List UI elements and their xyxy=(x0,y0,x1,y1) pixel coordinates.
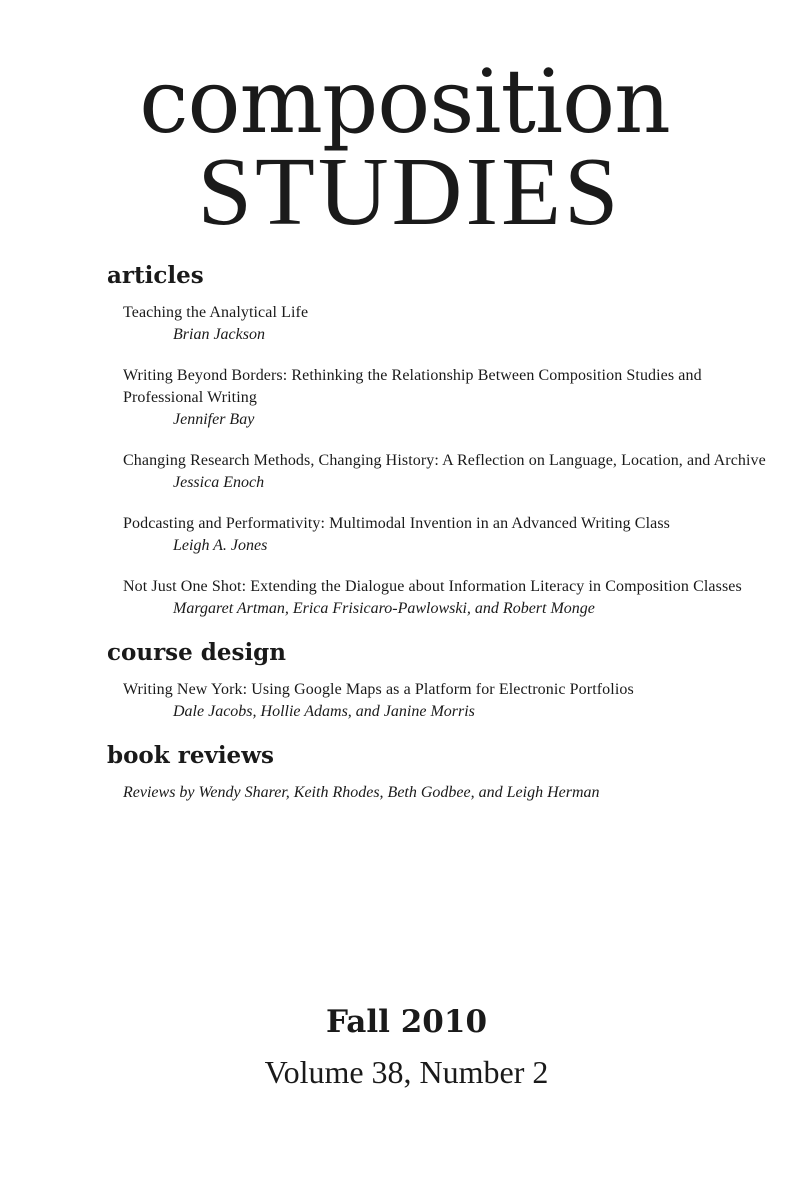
section-book-reviews xyxy=(107,742,767,804)
reviews-prefix: Reviews by xyxy=(123,784,195,801)
section-heading-book-reviews: book reviews xyxy=(107,742,274,769)
section-heading-articles: articles xyxy=(107,262,204,289)
article-title: Changing Research Methods, Changing History: A Reflection on Language, Location, and Archive xyxy=(123,452,766,469)
article-entry xyxy=(123,450,767,494)
article-author: Jennifer Bay xyxy=(173,411,255,428)
article-title: Podcasting and Performativity: Multimodal Invention in an Advanced Writing Class xyxy=(123,515,670,532)
course-design-author: Dale Jacobs, Hollie Adams, and Janine Morris xyxy=(173,703,475,720)
journal-title-line1: composition xyxy=(139,50,670,153)
article-entry xyxy=(123,302,767,346)
journal-title-line2: STUDIES xyxy=(197,138,622,246)
reviewers-list: Wendy Sharer, Keith Rhodes, Beth Godbee, and Leigh Herman xyxy=(198,784,600,801)
course-design-entry xyxy=(123,679,767,723)
article-author: Jessica Enoch xyxy=(173,474,265,491)
course-design-title: Writing New York: Using Google Maps as a Platform for Electronic Portfolios xyxy=(123,681,634,698)
section-articles xyxy=(107,262,767,620)
article-title: Writing Beyond Borders: Rethinking the Relationship Between Composition Studies and Professional Writing xyxy=(123,367,702,406)
issue-volume: Volume 38, Number 2 xyxy=(264,1054,549,1090)
article-entry xyxy=(123,576,767,620)
issue-info xyxy=(0,1000,801,1094)
masthead xyxy=(0,50,801,246)
section-course-design xyxy=(107,639,767,723)
issue-season: Fall 2010 xyxy=(325,1004,488,1040)
article-entry xyxy=(123,365,767,431)
article-entry xyxy=(123,513,767,557)
article-author: Leigh A. Jones xyxy=(173,537,268,554)
book-reviews-line xyxy=(123,782,767,804)
table-of-contents xyxy=(107,262,767,810)
article-title: Not Just One Shot: Extending the Dialogue about Information Literacy in Composition Classes xyxy=(123,578,742,595)
article-title: Teaching the Analytical Life xyxy=(123,304,309,321)
article-author: Margaret Artman, Erica Frisicaro-Pawlowski, and Robert Monge xyxy=(173,600,595,617)
section-heading-course-design: course design xyxy=(107,639,286,666)
article-author: Brian Jackson xyxy=(173,326,265,343)
